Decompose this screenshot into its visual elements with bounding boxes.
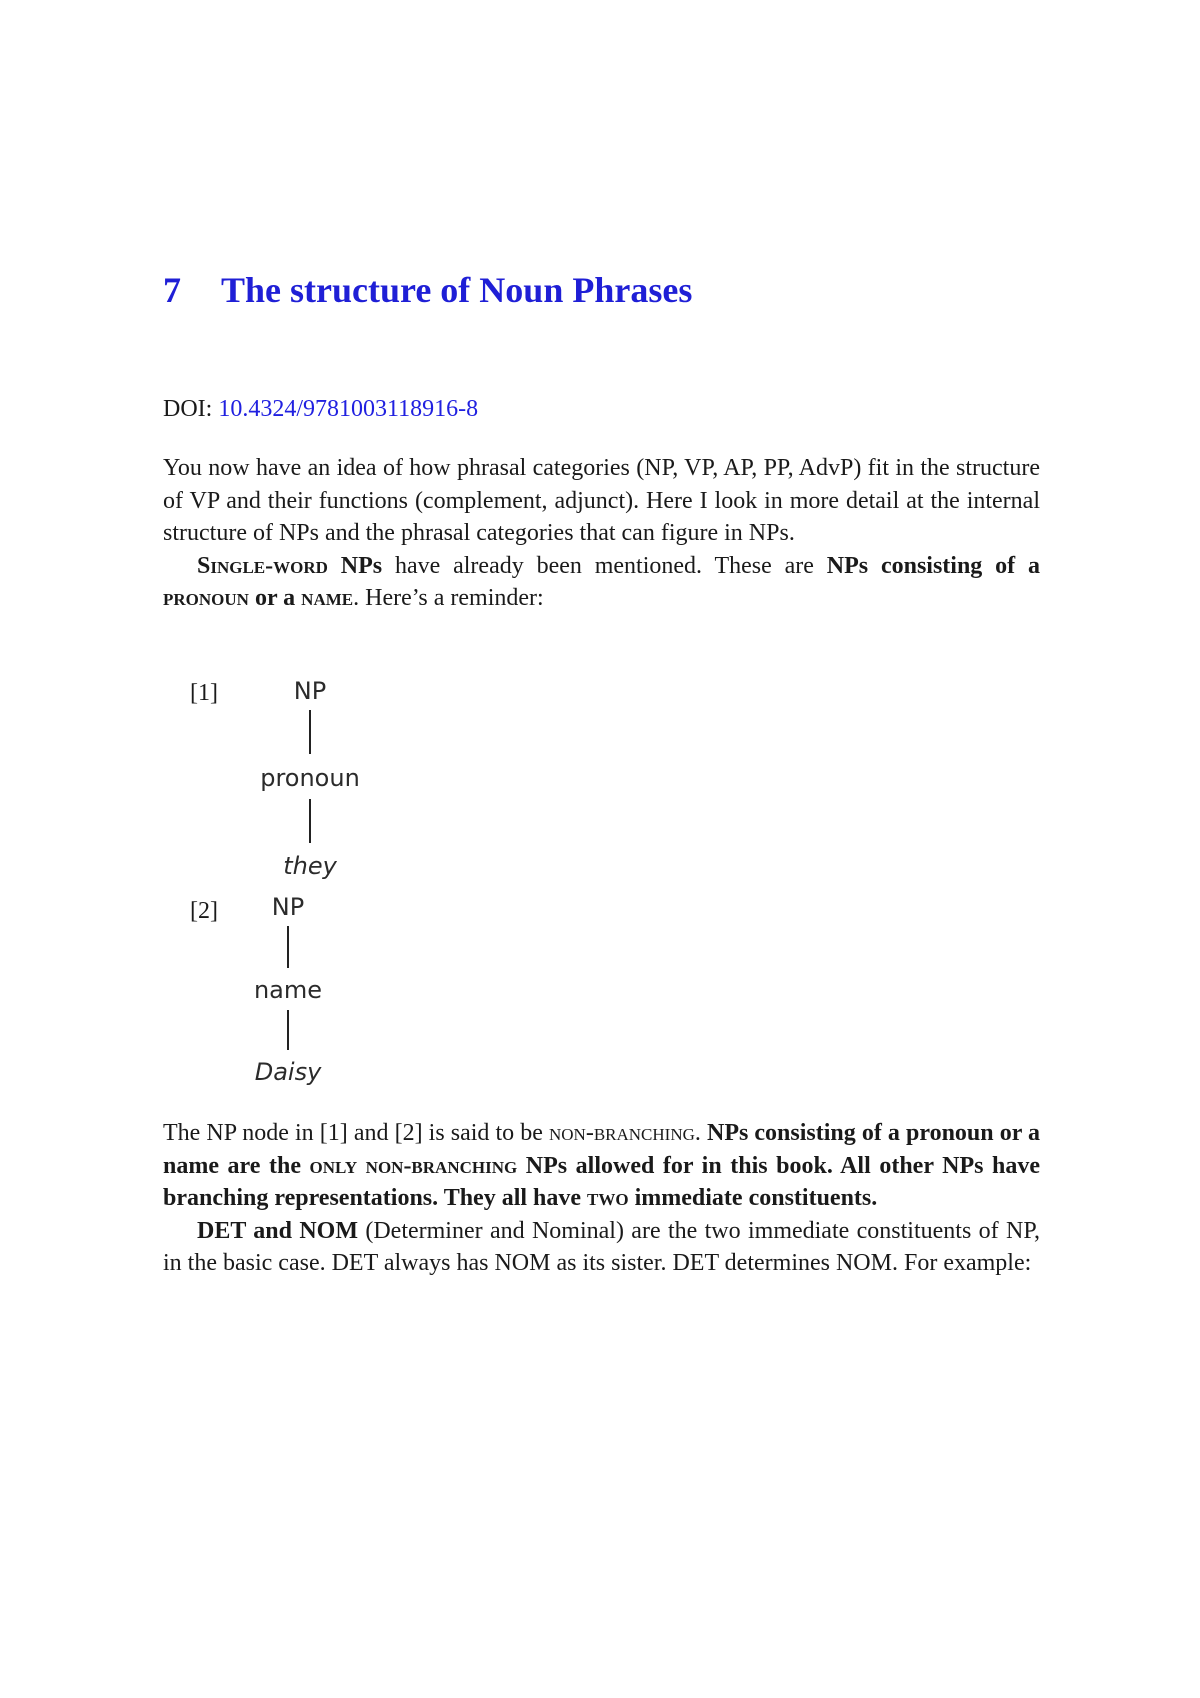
tree-2 <box>254 893 322 1086</box>
chapter-title-text: The structure of Noun Phrases <box>221 270 693 310</box>
tree-1 <box>260 677 360 880</box>
doi-link[interactable]: 10.4324/9781003118916-8 <box>218 396 479 422</box>
example-label-1: [1] <box>190 680 218 706</box>
term-non-branching: non-branching <box>549 1120 695 1146</box>
after-paragraph-2 <box>163 1215 1040 1280</box>
text-run: . Here’s a reminder: <box>353 585 544 611</box>
intro-paragraph-1: You now have an idea of how phrasal categories (NP, VP, AP, PP, AdvP) fit in the structure of VP and their functions (complement, adjunct). Here I look in more detail at the internal structure of NPs and the phrasal categories that can figure in NPs. <box>163 455 1040 546</box>
term-two: two <box>587 1185 629 1211</box>
bold-run: NPs consisting of a <box>826 552 1040 579</box>
tree-1-word: they <box>283 852 337 880</box>
bold-run: immediate constituents. <box>628 1185 878 1211</box>
text-run: (Determiner and Nominal) are the two immediate constituents of NP, in the basic case. DET always has NOM as its sister. DET determines NOM. For example: <box>163 1217 1041 1276</box>
term-single-word: Single-word <box>197 552 328 579</box>
tree-1-category: pronoun <box>260 764 360 792</box>
example-label-2: [2] <box>190 898 218 924</box>
text-run: have already been mentioned. These are <box>382 552 827 579</box>
doi-label: DOI: <box>163 396 213 422</box>
after-paragraph-1 <box>163 1117 1040 1215</box>
term-det-and-nom: DET and NOM <box>197 1217 358 1244</box>
term-nps: NPs <box>327 552 383 579</box>
text-run: . <box>694 1120 707 1146</box>
term-only-non-branching: only non-branching <box>309 1152 518 1179</box>
tree-1-root: NP <box>293 677 327 705</box>
tree-2-root: NP <box>271 893 305 921</box>
tree-2-word: Daisy <box>254 1058 322 1086</box>
text-run: The NP node in [1] and [2] is said to be <box>163 1120 549 1146</box>
term-name: name <box>301 585 354 611</box>
tree-2-category: name <box>253 976 323 1004</box>
bold-run: NPs consisting of a pronoun or a name are the <box>163 1120 1041 1179</box>
chapter-number: 7 <box>163 270 181 310</box>
term-pronoun: pronoun <box>163 585 249 611</box>
after-section <box>163 1117 1040 1280</box>
bold-run: or a <box>248 585 302 611</box>
bold-run: NPs allowed for in this book. All other NPs have branching representations. They all have <box>163 1152 1040 1211</box>
